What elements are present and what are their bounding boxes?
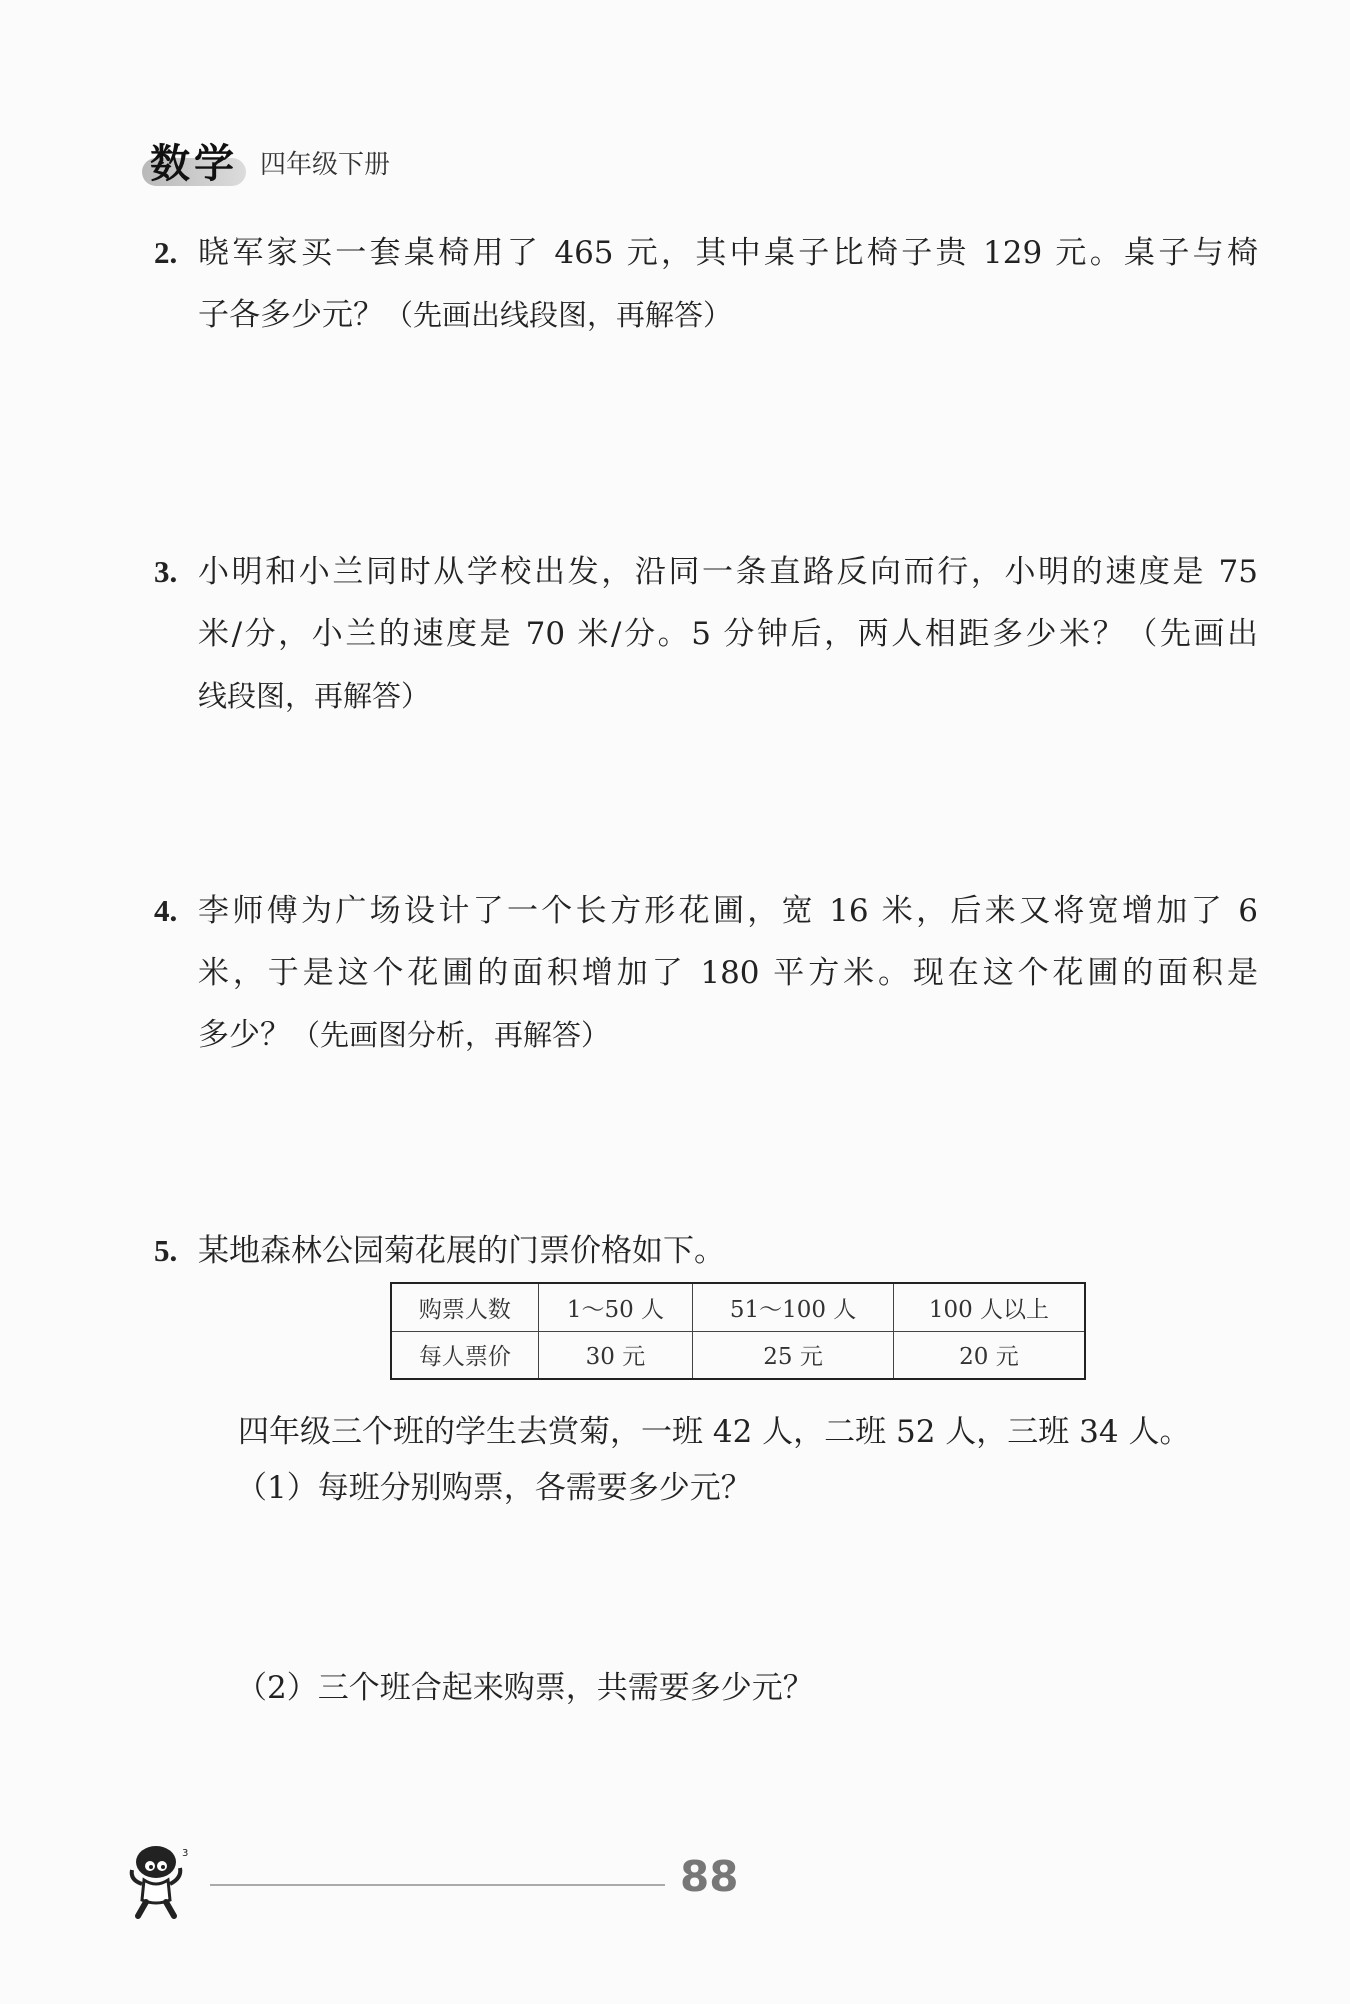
table-row xyxy=(391,1331,1085,1379)
problem-number: 3. xyxy=(154,554,178,589)
problem-2 xyxy=(154,222,1258,346)
table-cell: 每人票价 xyxy=(391,1331,538,1379)
svg-text:3: 3 xyxy=(182,1848,189,1859)
problem-line: 晓军家买一套桌椅用了 465 元，其中桌子比椅子贵 129 元。桌子与椅 xyxy=(198,235,1258,271)
problem-line: 米，于是这个花圃的面积增加了 180 平方米。现在这个花圃的面积是 xyxy=(198,955,1258,991)
problem-line: 子各多少元？（先画出线段图，再解答） xyxy=(198,297,733,333)
table-cell: 1～50 人 xyxy=(538,1283,693,1331)
table-cell: 购票人数 xyxy=(391,1283,538,1331)
problem-line: 某地森林公园菊花展的门票价格如下。 xyxy=(198,1233,725,1269)
table-cell: 20 元 xyxy=(893,1331,1085,1379)
table-row xyxy=(391,1283,1085,1331)
table-cell: 25 元 xyxy=(693,1331,894,1379)
subject-title: 数学 xyxy=(150,141,238,187)
problem-hint: （先画出线段图，再解答） xyxy=(384,298,733,332)
footer-rule xyxy=(210,1884,665,1886)
problem-5-text: 四年级三个班的学生去赏菊，一班 42 人，二班 52 人，三班 34 人。 xyxy=(238,1414,1191,1450)
table-cell: 30 元 xyxy=(538,1331,693,1379)
problem-number: 2. xyxy=(154,235,178,270)
problem-line: 线段图，再解答） xyxy=(198,679,431,713)
problem-4 xyxy=(154,880,1258,1066)
problem-number: 4. xyxy=(154,893,178,928)
problem-line: 李师傅为广场设计了一个长方形花圃，宽 16 米，后来又将宽增加了 6 xyxy=(198,893,1258,929)
grade-label: 四年级下册 xyxy=(260,150,391,180)
table-cell: 51～100 人 xyxy=(693,1283,894,1331)
problem-hint: （先画图分析，再解答） xyxy=(291,1018,611,1052)
ticket-price-table xyxy=(390,1282,1086,1380)
problem-line: 小明和小兰同时从学校出发，沿同一条直路反向而行，小明的速度是 75 xyxy=(198,554,1258,590)
problem-3 xyxy=(154,541,1258,727)
problem-5-question-2: （2）三个班合起来购票，共需要多少元？ xyxy=(236,1670,814,1706)
subject-logo xyxy=(142,132,252,188)
table-cell: 100 人以上 xyxy=(893,1283,1085,1331)
problem-line: 米/分，小兰的速度是 70 米/分。5 分钟后，两人相距多少米？（先画出 xyxy=(198,616,1258,652)
problem-number: 5. xyxy=(154,1233,178,1268)
mascot-icon xyxy=(126,1840,196,1920)
page-number: 88 xyxy=(680,1852,739,1901)
problem-line: 多少？（先画图分析，再解答） xyxy=(198,1017,611,1053)
problem-5 xyxy=(154,1220,1258,1282)
problem-5-question-1: （1）每班分别购票，各需要多少元？ xyxy=(236,1470,752,1506)
